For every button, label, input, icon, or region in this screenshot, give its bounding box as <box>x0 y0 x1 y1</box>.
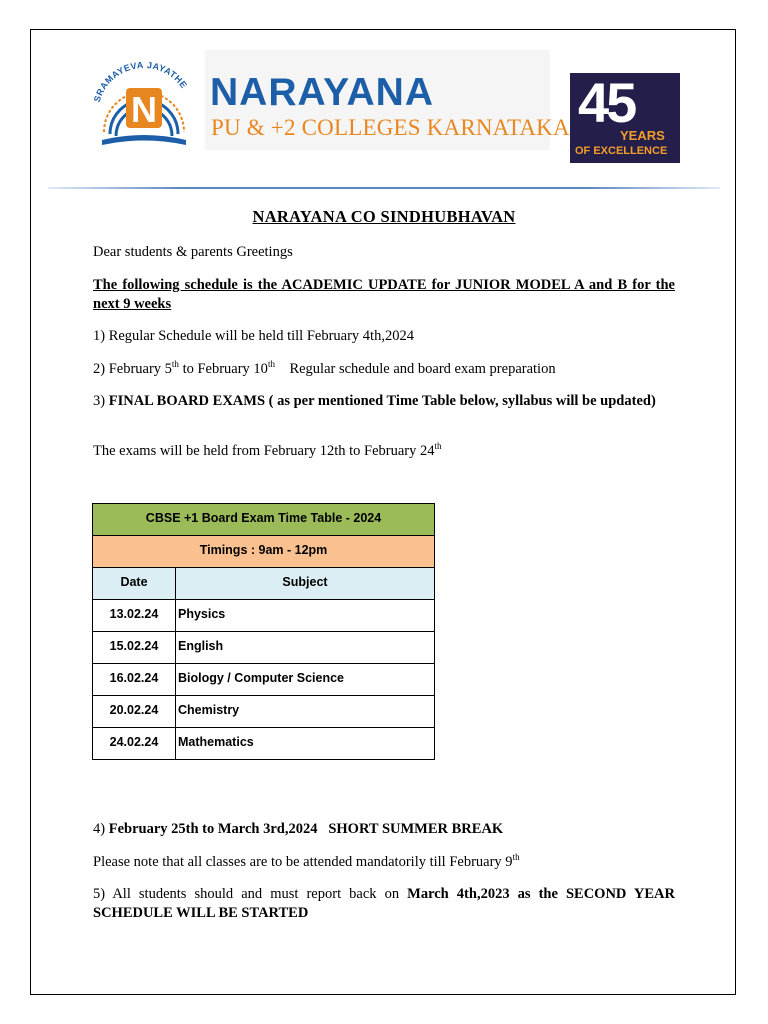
intro-text: The following schedule is the ACADEMIC UPDATE for JUNIOR MODEL A and B for the next 9 weeks <box>93 277 675 312</box>
item-3-number: 3) <box>93 393 109 409</box>
item-4-number: 4) <box>93 821 109 837</box>
note-text: Please note that all classes are to be attended mandatorily till February 9 <box>93 854 513 870</box>
cell-subject: Chemistry <box>176 696 435 728</box>
cell-subject: Physics <box>176 600 435 632</box>
item-4 <box>93 820 675 839</box>
item-3 <box>93 392 675 411</box>
item-5-text: 5) All students should and must report back on <box>93 886 408 902</box>
item-5 <box>93 885 675 923</box>
page-title: NARAYANA CO SINDHUBHAVAN <box>252 207 516 226</box>
exams-sup: th <box>434 441 442 452</box>
note-line <box>93 853 675 872</box>
item-2-part: to February 10 <box>178 361 268 377</box>
item-1: 1) Regular Schedule will be held till February 4th,2024 <box>93 328 414 344</box>
brand-name: NARAYANA <box>210 71 435 114</box>
table-row <box>93 696 435 728</box>
intro-paragraph <box>93 276 675 314</box>
item-2-part: 2) February 5 <box>93 361 172 377</box>
exam-timetable <box>92 503 435 760</box>
anniversary-badge <box>570 73 680 163</box>
table-row <box>93 632 435 664</box>
item-2-sup: th <box>267 359 275 370</box>
item-2-sup: th <box>171 359 179 370</box>
item-2 <box>93 360 675 379</box>
timetable-timings: Timings : 9am - 12pm <box>93 536 435 568</box>
badge-years: YEARS <box>620 128 665 143</box>
column-header-subject: Subject <box>176 568 435 600</box>
badge-excellence: OF EXCELLENCE <box>575 145 668 157</box>
greeting: Dear students & parents Greetings <box>93 244 293 260</box>
column-header-date: Date <box>93 568 176 600</box>
cell-subject: Mathematics <box>176 728 435 760</box>
exams-text: The exams will be held from February 12th to February 24 <box>93 443 435 459</box>
note-sup: th <box>512 852 520 863</box>
exams-line <box>93 442 675 461</box>
cell-date: 24.02.24 <box>93 728 176 760</box>
table-row <box>93 728 435 760</box>
cell-date: 15.02.24 <box>93 632 176 664</box>
item-3-text: FINAL BOARD EXAMS ( as per mentioned Time Table below, syllabus will be updated) <box>108 393 656 409</box>
cell-date: 16.02.24 <box>93 664 176 696</box>
brand-subtitle: PU & +2 COLLEGES KARNATAKA <box>211 115 570 140</box>
item-5-bold: March 4th,2023 as the SECOND YEAR SCHEDULE WILL BE STARTED <box>93 886 675 921</box>
item-2-part: Regular schedule and board exam preparation <box>274 361 556 377</box>
seal-text: SRAMAYEVA JAYATHE <box>91 59 190 104</box>
badge-number: 45 <box>578 71 635 134</box>
item-4-text: February 25th to March 3rd,2024 SHORT SUMMER BREAK <box>108 821 504 837</box>
table-row <box>93 664 435 696</box>
narayana-logo <box>88 52 200 152</box>
cell-subject: Biology / Computer Science <box>176 664 435 696</box>
cell-subject: English <box>176 632 435 664</box>
cell-date: 13.02.24 <box>93 600 176 632</box>
cell-date: 20.02.24 <box>93 696 176 728</box>
svg-text:N: N <box>131 89 157 130</box>
table-row <box>93 600 435 632</box>
header-rule <box>48 187 720 189</box>
timetable-title: CBSE +1 Board Exam Time Table - 2024 <box>93 504 435 536</box>
